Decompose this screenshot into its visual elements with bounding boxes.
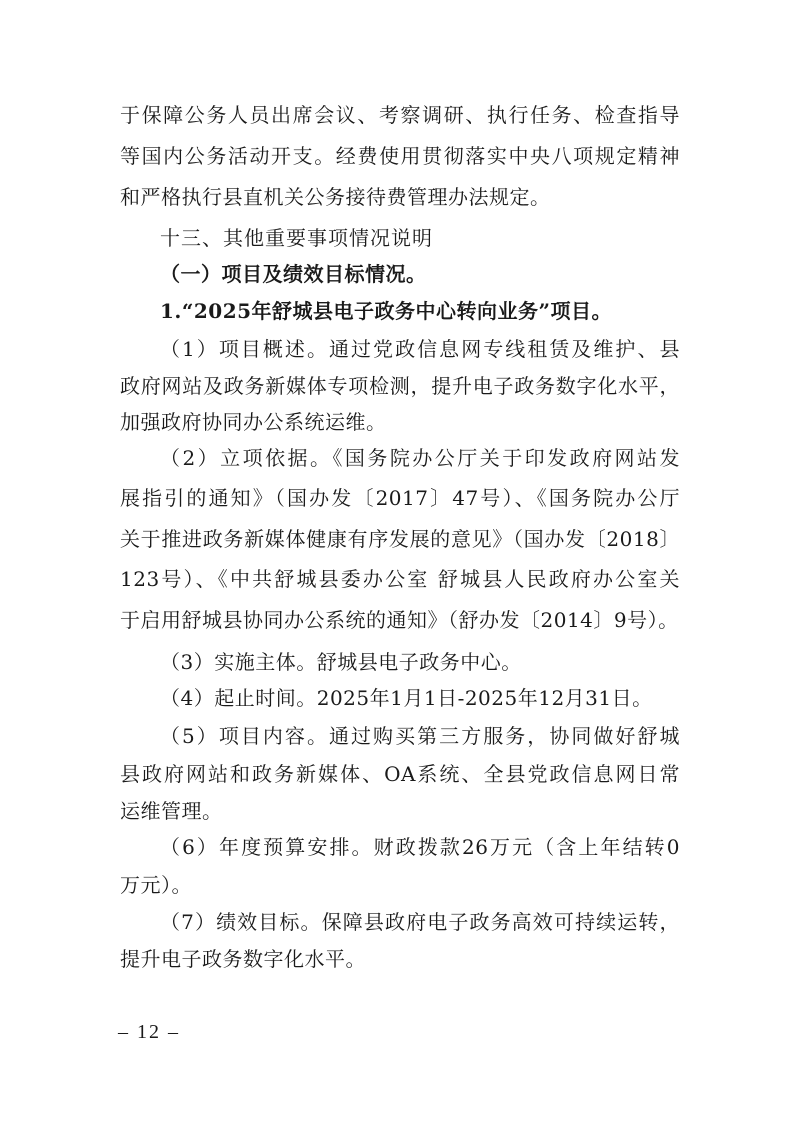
basis-line-5: 于启用舒城县协同办公系统的通知》（舒办发〔2014〕9号）。 xyxy=(120,608,679,632)
basis-line-3: 关于推进政务新媒体健康有序发展的意见》（国办发〔2018〕 xyxy=(120,527,680,551)
overview-line-2: 政府网站及政务新媒体专项检测，提升电子政务数字化水平， xyxy=(120,374,680,398)
content-line-2: 县政府网站和政务新媒体、OA系统、全县党政信息网日常 xyxy=(120,762,680,786)
body-line-1: 于保障公务人员出席会议、考察调研、执行任务、检查指导 xyxy=(120,103,680,127)
body-line-2: 等国内公务活动开支。经费使用贯彻落实中央八项规定精神 xyxy=(120,144,680,168)
duration-line: （4）起止时间。2025年1月1日-2025年12月31日。 xyxy=(160,686,653,710)
page-number: – 12 – xyxy=(118,1021,180,1043)
goal-line-2: 提升电子政务数字化水平。 xyxy=(120,947,366,971)
overview-line-3: 加强政府协同办公系统运维。 xyxy=(120,410,387,434)
implementer-line: （3）实施主体。舒城县电子政务中心。 xyxy=(160,650,522,674)
basis-line-1: （2）立项依据。《国务院办公厅关于印发政府网站发 xyxy=(160,446,680,470)
budget-line-2: 万元）。 xyxy=(120,873,192,897)
basis-line-4: 123号）、《中共舒城县委办公室 舒城县人民政府办公室关 xyxy=(120,567,680,591)
content-line-1: （5）项目内容。通过购买第三方服务，协同做好舒城 xyxy=(160,724,680,748)
budget-line-1: （6）年度预算安排。财政拨款26万元（含上年结转0 xyxy=(160,835,680,859)
section-heading: 十三、其他重要事项情况说明 xyxy=(160,226,433,250)
basis-line-2: 展指引的通知》（国办发〔2017〕47号）、《国务院办公厅 xyxy=(120,486,680,510)
project-title: 1.“2025年舒城县电子政务中心转向业务”项目。 xyxy=(160,299,613,323)
subsection-heading: （一）项目及绩效目标情况。 xyxy=(160,262,427,286)
overview-line-1: （1）项目概述。通过党政信息网专线租赁及维护、县 xyxy=(160,337,680,361)
body-line-3: 和严格执行县直机关公务接待费管理办法规定。 xyxy=(120,185,551,209)
content-line-3: 运维管理。 xyxy=(120,799,223,823)
goal-line-1: （7）绩效目标。保障县政府电子政务高效可持续运转， xyxy=(160,910,680,934)
